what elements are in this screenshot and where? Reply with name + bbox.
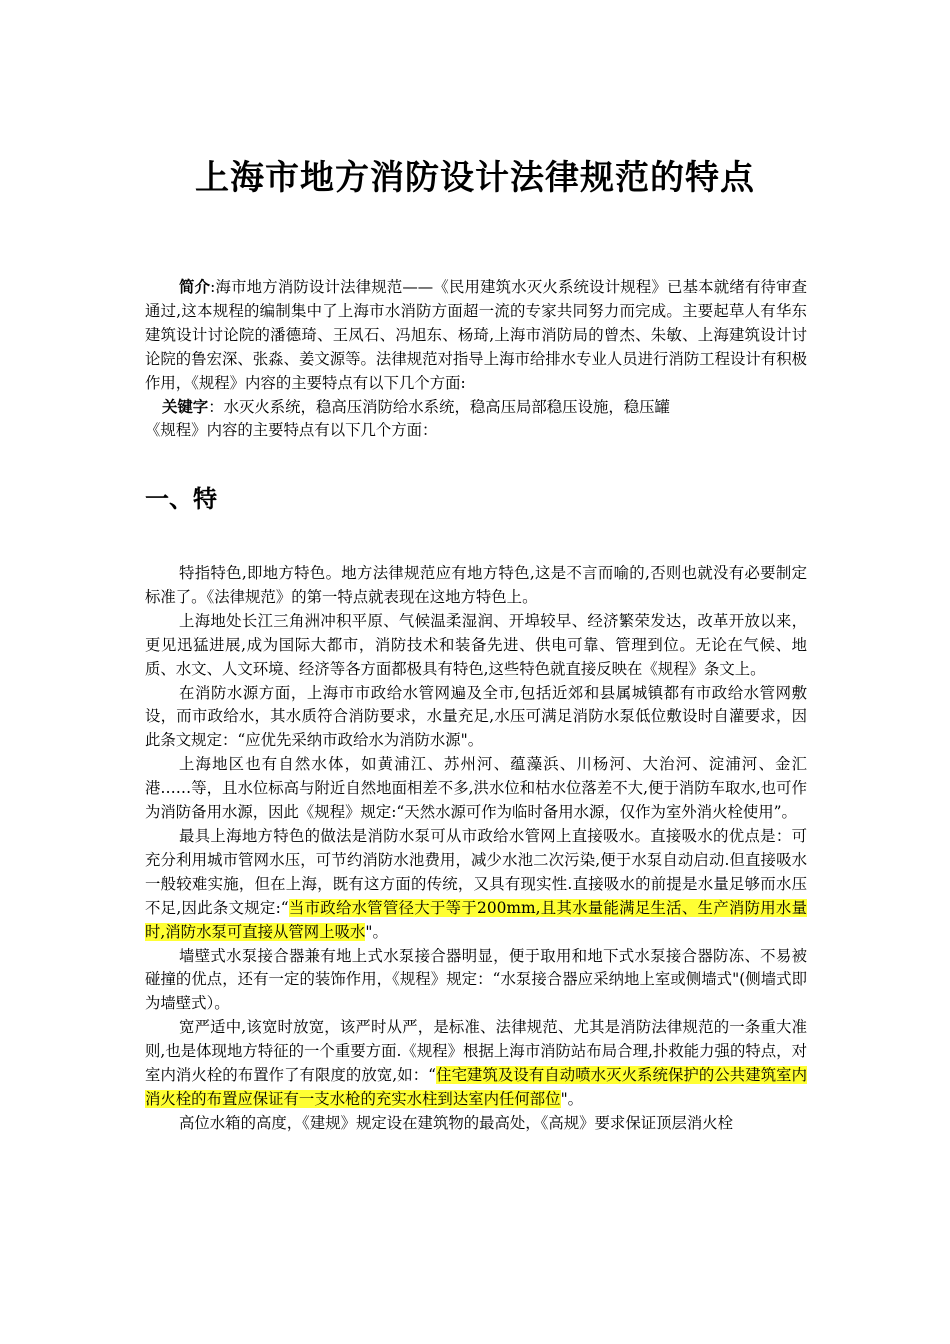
paragraph-1: 特指特色,即地方特色。地方法律规范应有地方特色,这是不言而喻的,否则也就没有必要制定标准了。《法律规范》的第一特点就表现在这地方特色上。 bbox=[145, 564, 807, 606]
summary-paragraph bbox=[145, 276, 807, 396]
keywords-paragraph bbox=[145, 396, 807, 420]
paragraph-5 bbox=[145, 825, 807, 945]
section-heading: 一、特 bbox=[145, 485, 217, 513]
intro-followup: 《规程》内容的主要特点有以下几个方面： bbox=[145, 421, 438, 440]
main-body bbox=[145, 562, 807, 1136]
paragraph-7-end: "。 bbox=[560, 1089, 584, 1108]
paragraph-2: 上海地处长江三角洲冲积平原、气候温柔湿润、开埠较早、经济繁荣发达，改革开放以来，更见迅猛进展,成为国际大都市，消防技术和装备先进、供电可靠、管理到位。无论在气候、地质、水文、人文环境、经济等各方面都极具有特色,这些特色就直接反映在《规程》条文上。 bbox=[145, 611, 807, 678]
keywords-label: 关键字 bbox=[162, 397, 209, 416]
highlighted-clause-1: 当市政给水管管径大于等于200mm,且其水量能满足生活、生产消防用水量时,消防水泵可直接从管网上吸水 bbox=[145, 898, 807, 941]
paragraph-7 bbox=[145, 1016, 807, 1112]
document-title: 上海市地方消防设计法律规范的特点 bbox=[195, 158, 755, 198]
paragraph-3: 在消防水源方面，上海市市政给水管网遍及全市,包括近郊和县属城镇都有市政给水管网敷设，而市政给水，其水质符合消防要求，水量充足,水压可满足消防水泵低位敷设时自灌要求，因此条文规定：“应优先采纳市政给水为消防水源"。 bbox=[145, 683, 807, 750]
paragraph-8: 高位水箱的高度，《建规》规定设在建筑物的最高处，《高规》要求保证顶层消火栓 bbox=[179, 1113, 734, 1132]
summary-text: :海市地方消防设计法律规范——《民用建筑水灭火系统设计规程》已基本就绪有待审查通过,这本规程的编制集中了上海市水消防方面超一流的专家共同努力而完成。主要起草人有华东建筑设计讨论院的潘德琦、王凤石、冯旭东、杨琦,上海市消防局的曾杰、朱敏、上海建筑设计讨论院的鲁宏深、张淼、姜文源等。法律规范对指导上海市给排水专业人员进行消防工程设计有积极作用，《规程》内容的主要特点有以下几个方面: bbox=[145, 278, 807, 392]
highlighted-clause-2: 住宅建筑及设有自动喷水灭火系统保护的公共建筑室内消火栓的布置应保证有一支水枪的充实水柱到达室内任何部位 bbox=[145, 1066, 807, 1108]
summary-label: 简介 bbox=[179, 278, 211, 296]
paragraph-6: 墙壁式水泵接合器兼有地上式水泵接合器明显，便于取用和地下式水泵接合器防冻、不易被碰撞的优点，还有一定的装饰作用，《规程》规定：“水泵接合器应采纳地上室或侧墙式"(侧墙式即为墙壁式）。 bbox=[145, 946, 807, 1013]
paragraph-7-text: 宽严适中,该宽时放宽，该严时从严，是标准、法律规范、尤其是消防法律规范的一条重大准则,也是体现地方特征的一个重要方面.《规程》根据上海市消防站布局合理,扑救能力强的特点，对室内消火栓的布置作了有限度的放宽,如：“ bbox=[145, 1018, 807, 1085]
paragraph-4: 上海地区也有自然水体，如黄浦江、苏州河、蕴藻浜、川杨河、大治河、淀浦河、金汇港……等，且水位标高与附近自然地面相差不多,洪水位和枯水位落差不大,便于消防车取水,也可作为消防备用水源，因此《规程》规定:“天然水源可作为临时备用水源，仅作为室外消火栓使用”。 bbox=[145, 755, 807, 822]
keywords-text: ：水灭火系统，稳高压消防给水系统，稳高压局部稳压设施，稳压罐 bbox=[208, 397, 670, 416]
intro-block bbox=[145, 276, 807, 443]
paragraph-5-text: 最具上海地方特色的做法是消防水泵可从市政给水管网上直接吸水。直接吸水的优点是：可充分利用城市管网水压，可节约消防水池费用，减少水池二次污染,便于水泵自动启动.但直接吸水一般较难实施，但在上海，既有这方面的传统，又具有现实性.直接吸水的前提是水量足够而水压不足,因此条文规定:“ bbox=[145, 826, 807, 917]
paragraph-5-end: "。 bbox=[365, 922, 388, 941]
